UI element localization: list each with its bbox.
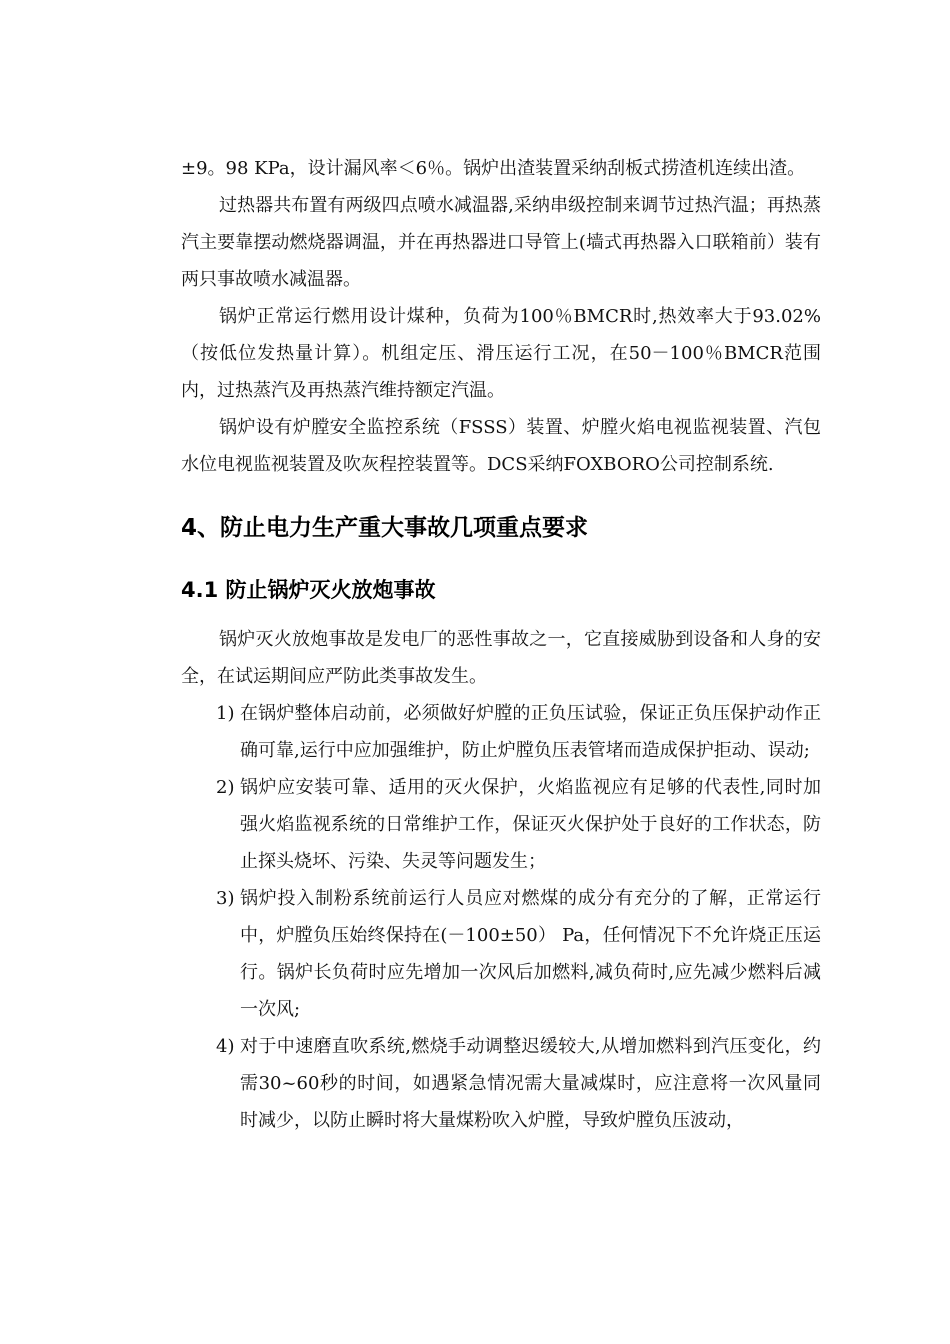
document-body — [181, 150, 821, 1139]
paragraph-safety-monitoring: 锅炉设有炉膛安全监控系统（FSSS）装置、炉膛火焰电视监视装置、汽包水位电视监视装置及吹灰程控装置等。DCS采纳FOXBORO公司控制系统. — [181, 417, 821, 475]
list-item — [180, 769, 821, 880]
section-heading: 4、防止电力生产重大事故几项重点要求 — [181, 515, 589, 541]
list-item-number: 4) — [216, 1036, 235, 1057]
paragraph-boiler-efficiency: 锅炉正常运行燃用设计煤种，负荷为100％BMCR时,热效率大于93.02%（按低位发热量计算）。机组定压、滑压运行工况，在50－100％BMCR范围内，过热蒸汽及再热蒸汽维持额定汽温。 — [181, 306, 821, 401]
list-item-text: 锅炉应安装可靠、适用的灭火保护，火焰监视应有足够的代表性,同时加强火焰监视系统的日常维护工作，保证灭火保护处于良好的工作状态，防止探头烧坏、污染、失灵等问题发生； — [240, 777, 821, 872]
list-item-text: 对于中速磨直吹系统,燃烧手动调整迟缓较大,从增加燃料到汽压变化，约需30~60秒的时间，如遇紧急情况需大量减煤时，应注意将一次风量同时减少，以防止瞬时将大量煤粉吹入炉膛，导致炉膛负压波动， — [240, 1036, 821, 1131]
list-item-text: 锅炉投入制粉系统前运行人员应对燃煤的成分有充分的了解，正常运行中，炉膛负压始终保持在(－100±50） Pa，任何情况下不允许烧正压运行。锅炉长负荷时应先增加一次风后加燃料,减负荷时,应先减少燃料后减一次风; — [240, 888, 821, 1020]
list-item-number: 1) — [216, 703, 235, 724]
requirements-list — [181, 695, 821, 1139]
subsection-heading: 4.1 防止锅炉灭火放炮事故 — [181, 578, 436, 602]
paragraph-boiler-air-leakage: ±9。98 KPa，设计漏风率＜6％。锅炉出渣装置采纳刮板式捞渣机连续出渣。 — [181, 158, 806, 179]
list-item-number: 3) — [216, 888, 235, 909]
paragraph-superheater-desuperheater: 过热器共布置有两级四点喷水减温器,采纳串级控制来调节过热汽温；再热蒸汽主要靠摆动燃烧器调温，并在再热器进口导管上(墙式再热器入口联箱前）装有两只事故喷水减温器。 — [181, 195, 821, 290]
paragraph-intro: 锅炉灭火放炮事故是发电厂的恶性事故之一，它直接威胁到设备和人身的安全，在试运期间应严防此类事故发生。 — [181, 629, 821, 687]
list-item — [180, 695, 821, 769]
list-item — [180, 1028, 821, 1139]
list-item-number: 2) — [216, 777, 235, 798]
list-item — [180, 880, 821, 1028]
list-item-text: 在锅炉整体启动前，必须做好炉膛的正负压试验，保证正负压保护动作正确可靠,运行中应加强维护，防止炉膛负压表管堵而造成保护拒动、误动; — [240, 703, 821, 761]
